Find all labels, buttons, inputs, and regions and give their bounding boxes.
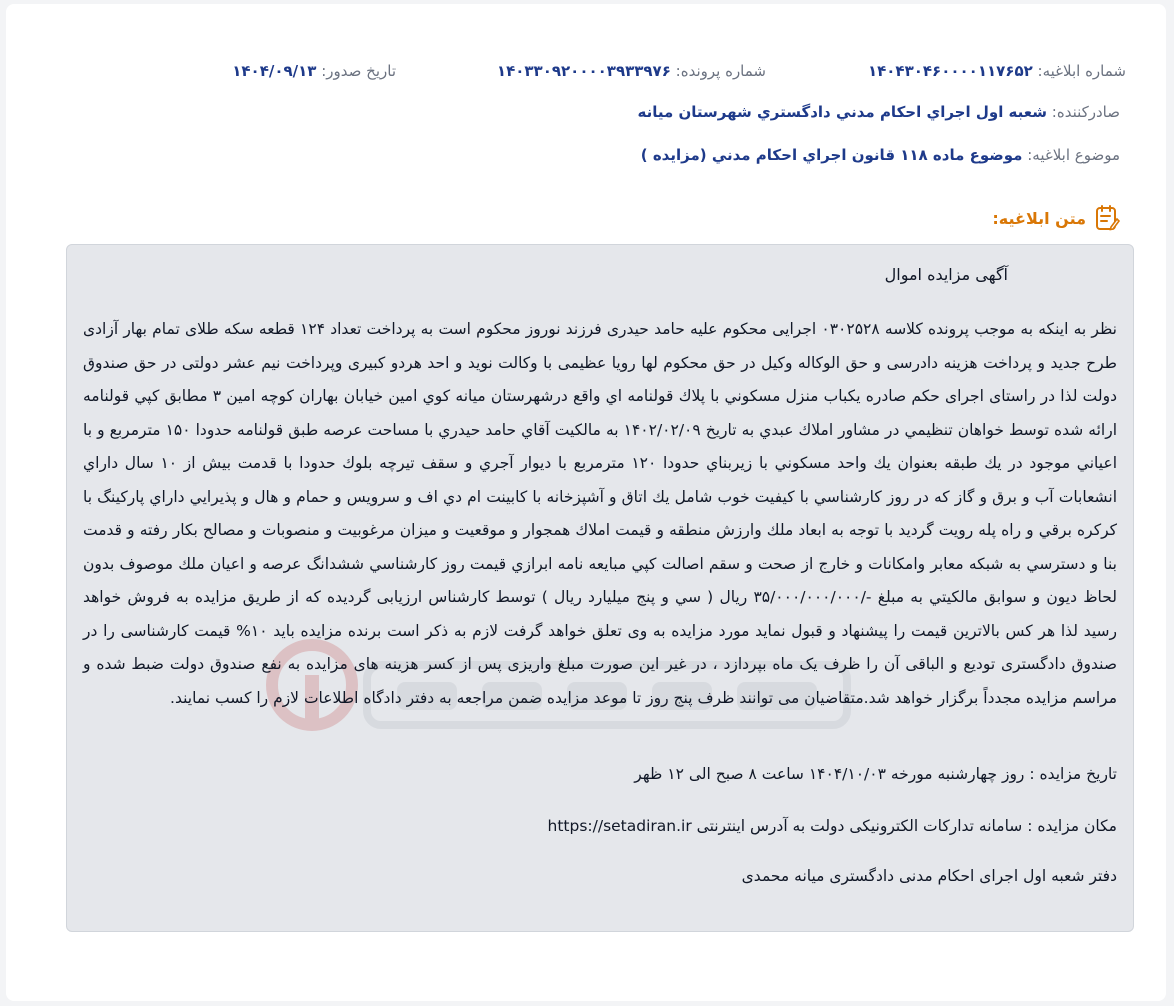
section-header [992, 204, 1120, 232]
case-number [497, 62, 766, 84]
notice-heading: آگهی مزایده اموال [884, 265, 1008, 284]
issue-date-value: ۱۴۰۴/۰۹/۱۳ [232, 62, 317, 80]
notice-number-label: شماره ابلاغیه: [1037, 62, 1126, 80]
subject-label: موضوع ابلاغیه: [1027, 146, 1120, 164]
notice-body [66, 244, 1134, 932]
subject-row [641, 146, 1120, 164]
notice-card [6, 4, 1166, 1001]
section-title: متن ابلاغیه: [992, 208, 1086, 228]
issue-date [232, 62, 396, 84]
issuer-value: شعبه اول اجراي احكام مدني دادگستري شهرستان ميانه [637, 103, 1047, 121]
issuer-row [638, 103, 1121, 121]
notice-paragraph: نظر به اینکه به موجب پرونده کلاسه ۰۳۰۲۵۲۸ اجرایی محکوم علیه حامد حیدری فرزند نوروز محکوم است به پرداخت تعداد ۱۲۴ قطعه سکه طلای تمام بهار آزادی طرح جدید و پرداخت هزینه دادرسی و حق الوکاله وکیل در حق محکوم لها رویا عظیمی با وکالت نوید و احد هردو کبیری وپرداخت نیم عشر دولتی در حق صندوق دولت لذا در راستای اجرای حکم صادره یکباب منزل مسكوني با پلاك قولنامه اي واقع درشهرستان میانه كوي امين خيابان بهاران کوچه امين ۳ مطابق كپي قولنامه ارائه شده توسط خواهان تنظيمي در مشاور املاك عبدي به تاريخ ۱۴۰۲/۰۲/۰۹ به مالكيت آقاي حامد حيدري با مساحت عرصه طبق قولنامه حدودا ۱۵۰ مترمربع و با اعياني موجود در يك طبقه بعنوان يك واحد مسكوني با زيربناي حدودا ۱۲۰ مترمربع با ديوار آجري و سقف تيرچه بلوك حدودا با قدمت بيش از ۱۰ سال داراي انشعابات آب و برق و گاز كه در روز كارشناسي با كيفيت خوب شامل يك اتاق و آشپزخانه با كابينت ام دي اف و سرويس و حمام و هال و پذيرايي داراي پاركينگ با كركره برقي و راه پله رويت گرديد با توجه به ابعاد ملك وارزش منطقه و قيمت املاك همجوار و موقعيت و ميزان مرغوبيت و منصوبات و مصالح بكار رفته و قدمت بنا و دسترسي به شبكه معابر وامكانات و خارج از صحت و سقم اصالت كپي مبايعه نامه ابرازي قيمت روز كارشناسي ششدانگ عرصه و اعيان ملك موصوف بدون لحاظ ديون و سوابق مالكيتي به مبلغ -/۳۵/۰۰۰/۰۰۰/۰۰۰ ريال ( سي و پنج ميليارد ريال ) توسط کارشناس ارزیابی گردیده که از طریق مزایده به فروش خواهد رسید لذا هر کس بالاترین قیمت را پیشنهاد و قبول نماید مورد مزایده به وی تعلق خواهد گرفت لازم به ذکر است برنده مزایده باید ۱۰% قیمت کارشناسی را در صندوق دادگستری تودیع و الباقی آن را ظرف یک ماه بپردازد ، در غیر این صورت مبلغ واریزی پس از کسر هزینه های مزایده به نفع صندوق دولت ضبط شده و مراسم مزایده مجدداً برگزار خواهد شد.متقاضیان می توانند ظرف پنج روز تا موعد مزایده ضمن مراجعه به دفتر دادگاه اطلاعات لازم را کسب نمایند. [83, 320, 1118, 707]
notice-number [868, 62, 1126, 84]
case-number-label: شماره پرونده: [675, 62, 766, 80]
subject-value: موضوع ماده ۱۱۸ قانون اجراي احكام مدني (مزايده ) [640, 146, 1023, 164]
issuer-label: صادرکننده: [1051, 103, 1120, 121]
notepad-icon [1094, 204, 1120, 232]
signature: دفتر شعبه اول اجرای احکام مدنی دادگستری میانه محمدی [741, 867, 1117, 885]
auction-date: تاریخ مزایده : روز چهارشنبه مورخه ۱۴۰۴/۱۰/۰۳ ساعت ۸ صبح الی ۱۲ ظهر [634, 765, 1117, 783]
issue-date-label: تاریخ صدور: [321, 62, 396, 80]
case-number-value: ۱۴۰۳۳۰۹۲۰۰۰۰۳۹۳۳۹۷۶ [496, 62, 671, 80]
auction-place: مکان مزایده : سامانه تدارکات الکترونیکی دولت به آدرس اینترنتی https://setadiran.ir [547, 817, 1117, 835]
notice-number-value: ۱۴۰۴۳۰۴۶۰۰۰۰۱۱۷۶۵۲ [867, 62, 1033, 80]
